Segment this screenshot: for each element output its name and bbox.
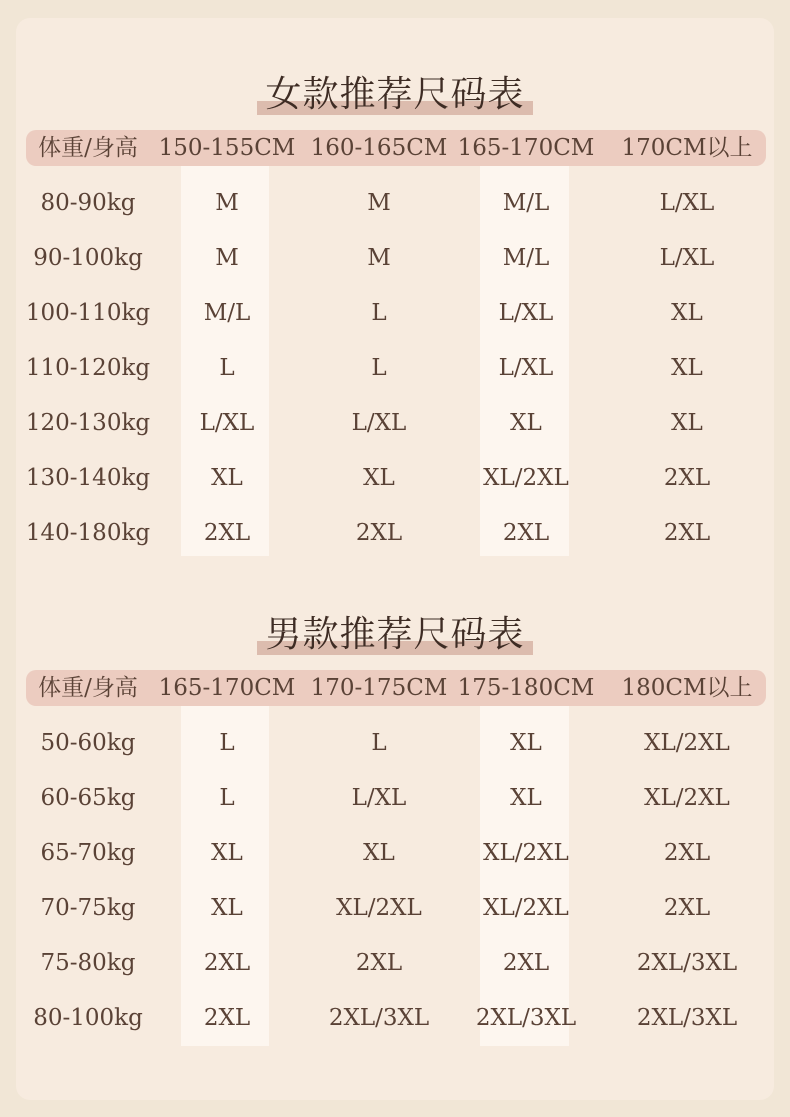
women-title-text: 女款推荐尺码表 [265,74,525,115]
size-cell: M/L [203,300,251,326]
size-cell: L/XL [659,245,715,271]
size-cell: XL [671,300,703,326]
women-table-title [261,66,528,117]
size-cell: 2XL/3XL [636,1005,738,1031]
size-cell: XL/2XL [483,840,569,866]
weight-cell: 120-130kg [25,410,151,436]
men-title-wrap [0,606,790,657]
size-cell: 2XL [502,520,550,546]
weight-cell: 140-180kg [25,520,151,546]
size-cell: M [367,245,391,271]
size-cell: XL [671,355,703,381]
weight-cell: 65-70kg [40,840,136,866]
size-chart-card [16,18,774,1100]
weight-cell: 60-65kg [40,785,136,811]
size-cell: XL [671,410,703,436]
size-cell: L [371,730,387,756]
size-cell: 2XL [203,520,251,546]
weight-cell: 50-60kg [40,730,136,756]
size-cell: L/XL [659,190,715,216]
size-cell: XL [363,465,395,491]
size-cell: XL/2XL [483,895,569,921]
weight-cell: 80-90kg [40,190,136,216]
size-cell: XL/2XL [644,730,730,756]
header-cell: 175-180CM [457,675,595,701]
size-cell: 2XL/3XL [328,1005,430,1031]
size-cell: L [371,300,387,326]
size-cell: M [367,190,391,216]
size-cell: L [219,355,235,381]
weight-cell: 100-110kg [25,300,151,326]
men-table-title [261,606,528,657]
size-cell: 2XL [355,520,403,546]
size-cell: L/XL [351,785,407,811]
weight-cell: 110-120kg [25,355,151,381]
header-cell: 160-165CM [310,135,448,161]
size-cell: L/XL [199,410,255,436]
size-cell: L [219,785,235,811]
size-cell: 2XL [355,950,403,976]
size-cell: L [371,355,387,381]
size-cell: XL [211,465,243,491]
size-cell: M/L [502,245,550,271]
size-cell: M [215,245,239,271]
size-cell: L/XL [498,355,554,381]
size-cell: 2XL [203,1005,251,1031]
header-cell: 150-155CM [158,135,296,161]
size-cell: 2XL [203,950,251,976]
weight-cell: 75-80kg [40,950,136,976]
size-cell: XL/2XL [644,785,730,811]
size-cell: M [215,190,239,216]
size-cell: M/L [502,190,550,216]
men-title-text: 男款推荐尺码表 [265,614,525,655]
size-cell: L/XL [351,410,407,436]
size-cell: L [219,730,235,756]
size-cell: XL/2XL [336,895,422,921]
header-cell: 170-175CM [310,675,448,701]
size-cell: XL [211,895,243,921]
size-cell: 2XL [502,950,550,976]
size-cell: 2XL [663,895,711,921]
size-cell: 2XL [663,840,711,866]
header-cell: 体重/身高 [38,135,138,161]
size-cell: XL [211,840,243,866]
women-title-wrap [0,66,790,117]
header-cell: 165-170CM [158,675,296,701]
size-cell: XL [363,840,395,866]
size-cell: L/XL [498,300,554,326]
size-cell: 2XL [663,520,711,546]
size-cell: XL/2XL [483,465,569,491]
size-cell: 2XL/3XL [475,1005,577,1031]
size-cell: XL [510,730,542,756]
header-cell: 165-170CM [457,135,595,161]
weight-cell: 130-140kg [25,465,151,491]
header-cell: 170CM以上 [621,135,753,161]
header-cell: 体重/身高 [38,675,138,701]
size-cell: XL [510,410,542,436]
header-cell: 180CM以上 [621,675,753,701]
size-cell: XL [510,785,542,811]
weight-cell: 90-100kg [33,245,143,271]
size-cell: 2XL [663,465,711,491]
weight-cell: 70-75kg [40,895,136,921]
weight-cell: 80-100kg [33,1005,143,1031]
size-cell: 2XL/3XL [636,950,738,976]
